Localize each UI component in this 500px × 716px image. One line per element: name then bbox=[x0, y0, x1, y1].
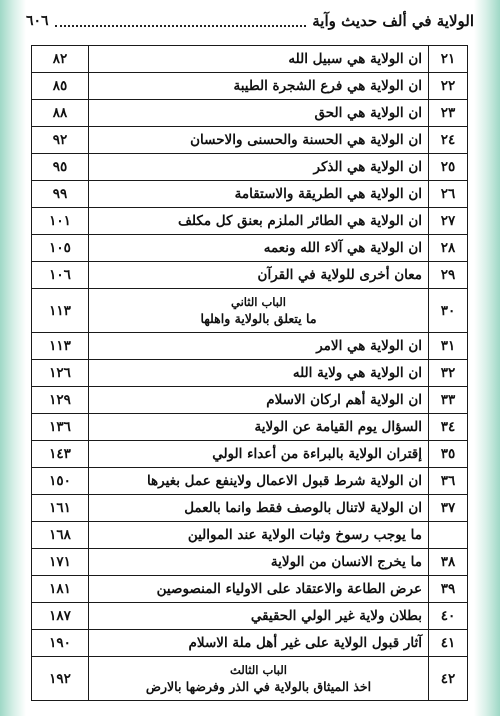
entry-title: ان الولاية هي ولاية الله bbox=[89, 360, 429, 387]
entry-page: ٨٥ bbox=[32, 73, 89, 100]
entry-number: ٣٥ bbox=[429, 441, 468, 468]
table-row bbox=[32, 576, 468, 603]
table-row bbox=[32, 630, 468, 657]
table-row bbox=[32, 127, 468, 154]
entry-title: ان الولاية هي فرع الشجرة الطيبة bbox=[89, 73, 429, 100]
entry-title: ان الولاية هي آلاء الله ونعمه bbox=[89, 235, 429, 262]
table-row bbox=[32, 333, 468, 360]
section-title: اخذ الميثاق بالولاية في الذر وفرضها بالارض bbox=[145, 678, 372, 694]
toc-body bbox=[32, 46, 468, 701]
entry-title: ان الولاية هي الحق bbox=[89, 100, 429, 127]
table-row bbox=[32, 181, 468, 208]
entry-page: ١٧١ bbox=[32, 549, 89, 576]
table-row bbox=[32, 468, 468, 495]
table-row bbox=[32, 414, 468, 441]
entry-number: ٤٢ bbox=[429, 657, 468, 701]
entry-title: إقتران الولاية بالبراءة من أعداء الولي bbox=[89, 441, 429, 468]
section-heading bbox=[89, 657, 429, 701]
entry-page: ٩٢ bbox=[32, 127, 89, 154]
entry-number: ٢١ bbox=[429, 46, 468, 73]
entry-title: ان الولاية هي سبيل الله bbox=[89, 46, 429, 73]
table-row bbox=[32, 522, 468, 549]
entry-page: ١٢٦ bbox=[32, 360, 89, 387]
entry-title: ان الولاية هي الامر bbox=[89, 333, 429, 360]
book-title: الولاية في ألف حديث وآية bbox=[312, 12, 474, 30]
entry-number: ٤١ bbox=[429, 630, 468, 657]
table-row bbox=[32, 73, 468, 100]
entry-number: ٣٤ bbox=[429, 414, 468, 441]
entry-title: بطلان ولاية غير الولي الحقيقي bbox=[89, 603, 429, 630]
header-dotted-leader bbox=[55, 25, 307, 27]
entry-title: ما يخرج الانسان من الولاية bbox=[89, 549, 429, 576]
entry-page: ١٨٧ bbox=[32, 603, 89, 630]
entry-number: ٢٢ bbox=[429, 73, 468, 100]
entry-page: ٩٥ bbox=[32, 154, 89, 181]
entry-page: ١١٣ bbox=[32, 289, 89, 333]
table-row bbox=[32, 495, 468, 522]
entry-title: ان الولاية هي الطائر الملزم بعنق كل مكلف bbox=[89, 208, 429, 235]
entry-page: ١٩٢ bbox=[32, 657, 89, 701]
entry-page: ١١٣ bbox=[32, 333, 89, 360]
entry-page: ١٠٥ bbox=[32, 235, 89, 262]
entry-page: ٩٩ bbox=[32, 181, 89, 208]
entry-title: ما يوجب رسوخ وثبات الولاية عند الموالين bbox=[89, 522, 429, 549]
section-title: ما يتعلق بالولاية واهلها bbox=[200, 310, 317, 326]
entry-number: ٣٣ bbox=[429, 387, 468, 414]
entry-page: ١٨١ bbox=[32, 576, 89, 603]
table-row bbox=[32, 100, 468, 127]
running-header bbox=[26, 6, 474, 36]
entry-title: ان الولاية هي الذكر bbox=[89, 154, 429, 181]
entry-page: ١٦١ bbox=[32, 495, 89, 522]
entry-number: ٣٧ bbox=[429, 495, 468, 522]
page-number: ٦٠٦ bbox=[26, 13, 49, 29]
entry-number: ٣٦ bbox=[429, 468, 468, 495]
section-heading bbox=[89, 289, 429, 333]
entry-page: ١٢٩ bbox=[32, 387, 89, 414]
section-heading-row bbox=[32, 289, 468, 333]
entry-title: السؤال يوم القيامة عن الولاية bbox=[89, 414, 429, 441]
entry-page: ١٠٦ bbox=[32, 262, 89, 289]
section-heading-row bbox=[32, 657, 468, 701]
entry-title: ان الولاية لاتنال بالوصف فقط وانما بالعمل bbox=[89, 495, 429, 522]
table-row bbox=[32, 235, 468, 262]
table-row bbox=[32, 549, 468, 576]
entry-number: ٣٢ bbox=[429, 360, 468, 387]
section-label: الباب الثاني bbox=[231, 294, 286, 309]
entry-page: ٨٨ bbox=[32, 100, 89, 127]
entry-page: ١٣٦ bbox=[32, 414, 89, 441]
table-row bbox=[32, 262, 468, 289]
entry-title: ان الولاية هي الطريقة والاستقامة bbox=[89, 181, 429, 208]
entry-number bbox=[429, 522, 468, 549]
entry-number: ٢٦ bbox=[429, 181, 468, 208]
entry-number: ٤٠ bbox=[429, 603, 468, 630]
table-row bbox=[32, 387, 468, 414]
entry-title: معان أخرى للولاية في القرآن bbox=[89, 262, 429, 289]
entry-title: آثار قبول الولاية على غير أهل ملة الاسلام bbox=[89, 630, 429, 657]
entry-number: ٣٠ bbox=[429, 289, 468, 333]
table-row bbox=[32, 154, 468, 181]
entry-page: ١٩٠ bbox=[32, 630, 89, 657]
entry-title: ان الولاية شرط قبول الاعمال ولاينفع عمل بغيرها bbox=[89, 468, 429, 495]
entry-number: ٢٨ bbox=[429, 235, 468, 262]
entry-title: عرض الطاعة والاعتقاد على الاولياء المنصوصين bbox=[89, 576, 429, 603]
entry-number: ٢٣ bbox=[429, 100, 468, 127]
entry-number: ٢٤ bbox=[429, 127, 468, 154]
entry-number: ٣٩ bbox=[429, 576, 468, 603]
entry-number: ٢٧ bbox=[429, 208, 468, 235]
table-row bbox=[32, 360, 468, 387]
table-row bbox=[32, 603, 468, 630]
entry-number: ٢٥ bbox=[429, 154, 468, 181]
entry-number: ٣٨ bbox=[429, 549, 468, 576]
entry-page: ١٠١ bbox=[32, 208, 89, 235]
section-label: الباب الثالث bbox=[230, 662, 287, 677]
entry-number: ٢٩ bbox=[429, 262, 468, 289]
entry-title: ان الولاية هي الحسنة والحسنى والاحسان bbox=[89, 127, 429, 154]
table-row bbox=[32, 441, 468, 468]
table-row bbox=[32, 46, 468, 73]
entry-number: ٣١ bbox=[429, 333, 468, 360]
table-of-contents bbox=[31, 45, 468, 701]
table-row bbox=[32, 208, 468, 235]
entry-title: ان الولاية أهم اركان الاسلام bbox=[89, 387, 429, 414]
entry-page: ١٥٠ bbox=[32, 468, 89, 495]
entry-page: ١٤٣ bbox=[32, 441, 89, 468]
entry-page: ١٦٨ bbox=[32, 522, 89, 549]
entry-page: ٨٢ bbox=[32, 46, 89, 73]
